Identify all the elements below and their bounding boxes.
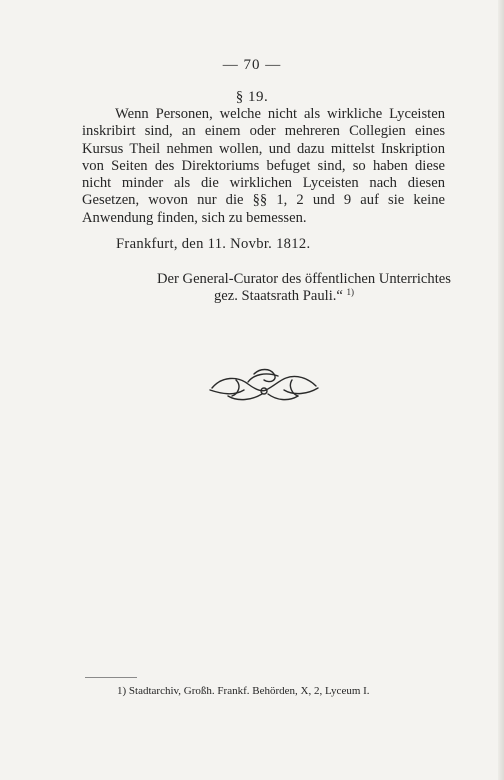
body-paragraph: Wenn Personen, welche nicht als wirkliche Lyceisten inskribirt sind, an einem oder mehreren Collegien eines Kursus Theil nehmen wollen, und dazu mittelst Inskription von Seiten des Direktoriums befuget sind, so haben diese nicht minder als die wirklichen Lyceisten nach diesen Gesetzen, wovon nur die §§ 1, 2 und 9 auf sie keine Anwendung finden, sich zu bemessen. <box>82 106 445 226</box>
place-date: Frankfurt, den 11. Novbr. 1812. <box>116 236 311 252</box>
page-number: — 70 — <box>222 57 282 73</box>
footnote-rule <box>85 677 137 678</box>
footnote-reference: 1) <box>346 287 355 297</box>
footnote-marker: 1) <box>117 685 127 697</box>
footnote <box>117 685 370 697</box>
footnote-text: Stadtarchiv, Großh. Frankf. Behörden, X, 2, Lyceum I. <box>128 685 370 697</box>
page-edge <box>498 0 504 780</box>
section-heading: § 19. <box>235 89 269 105</box>
signature-line <box>214 288 354 305</box>
signature-title: Der General-Curator des öffentlichen Unterrichtes <box>157 271 451 287</box>
decorative-flourish-icon <box>208 366 320 407</box>
signature-name: gez. Staatsrath Pauli.“ <box>214 288 343 304</box>
